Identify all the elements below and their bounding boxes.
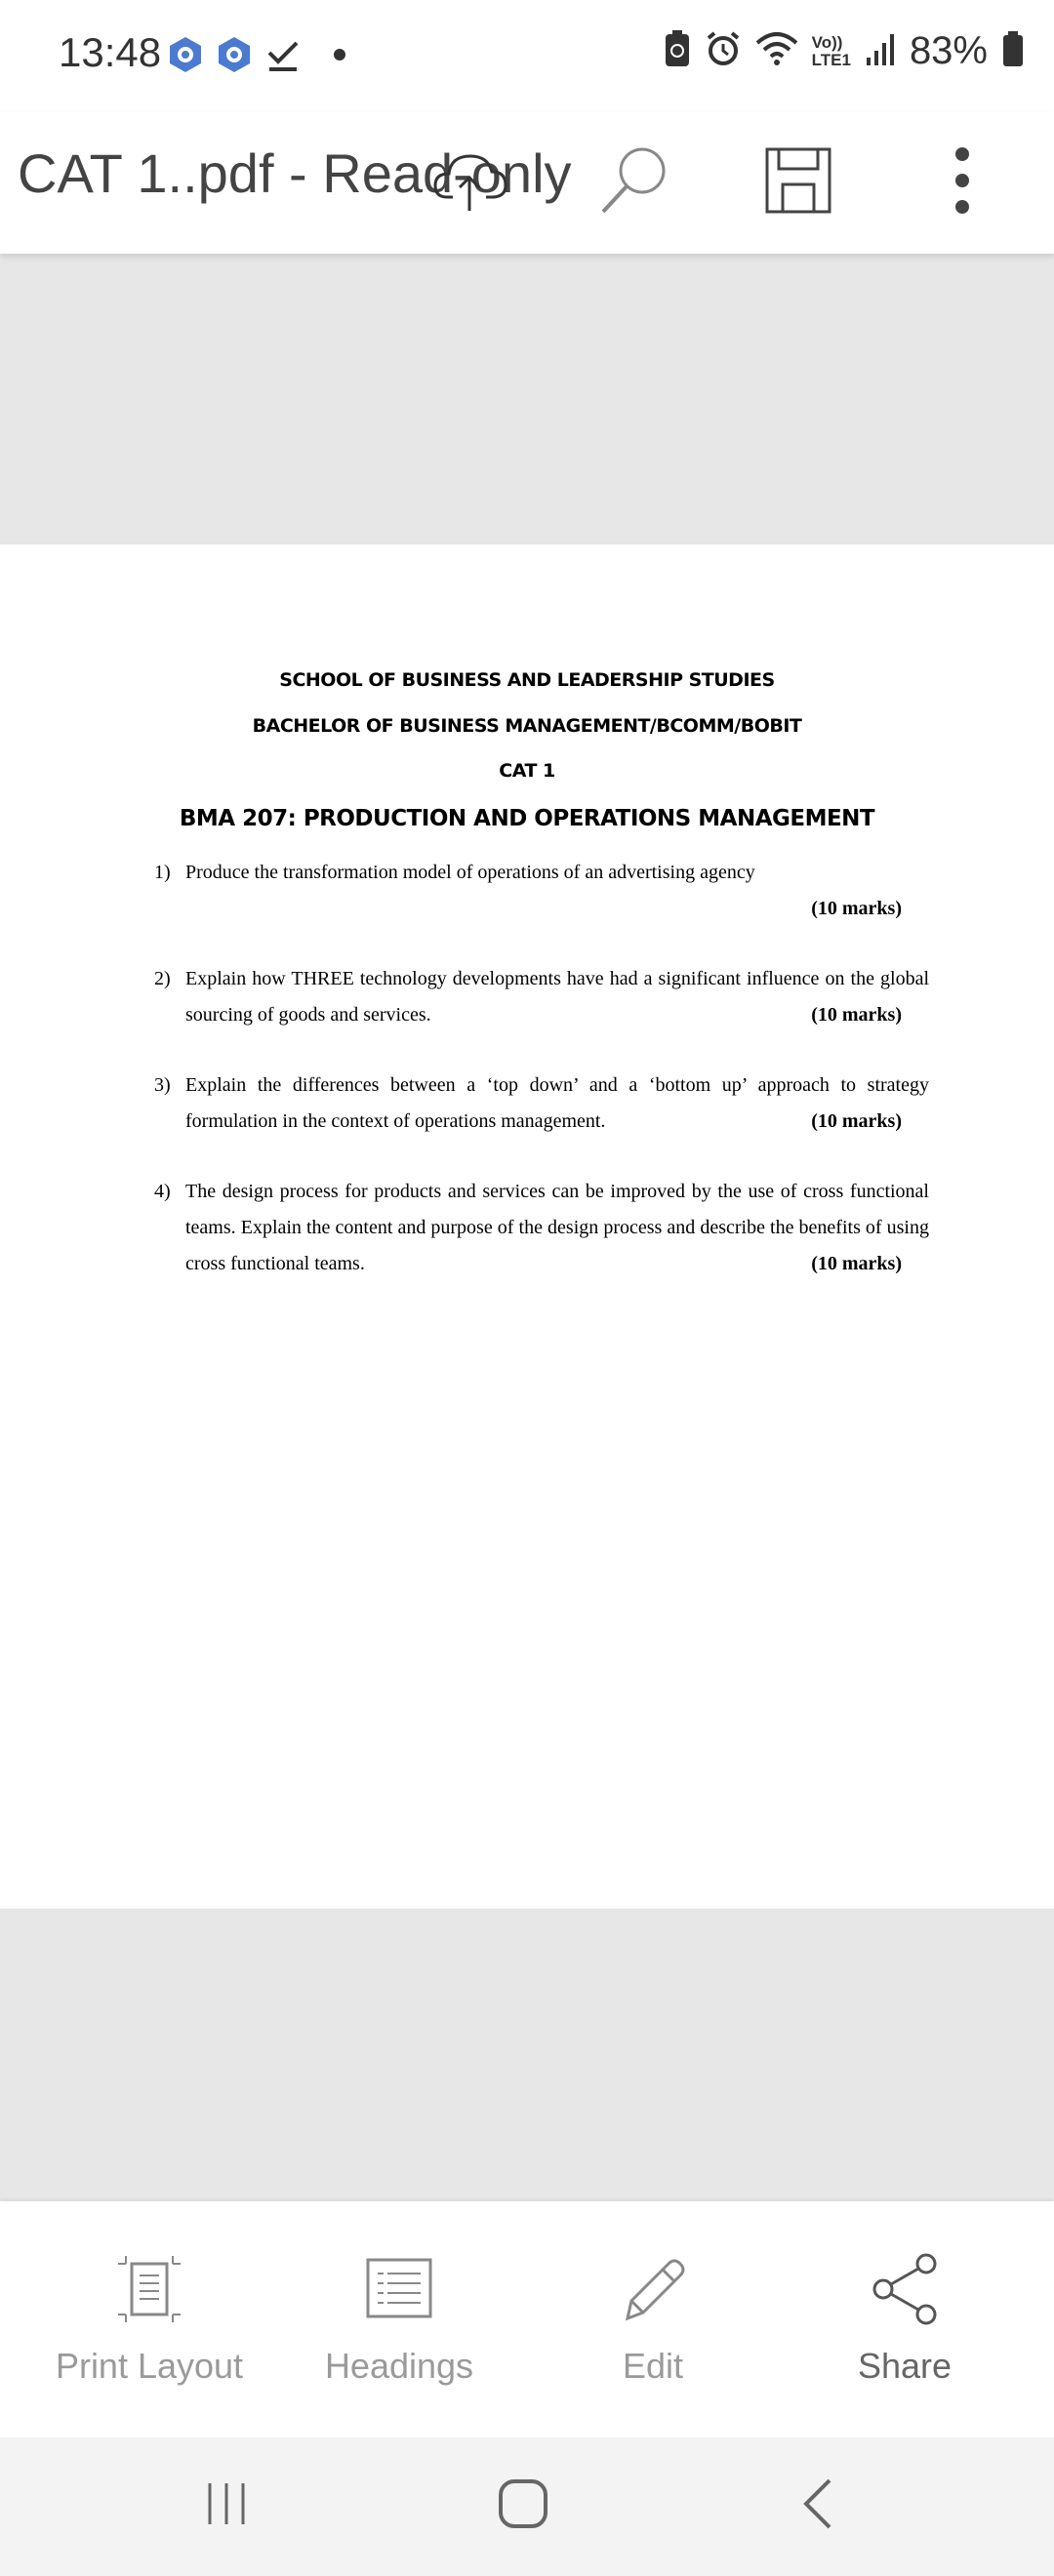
headings-label: Headings [324,2346,474,2386]
question-1 [154,855,929,919]
share-button[interactable] [773,2201,1036,2437]
network-type-label: Vo)) LTE1 [811,32,851,69]
edit-button[interactable] [521,2201,785,2437]
wifi-icon [755,31,798,71]
app-notification-icon [166,35,205,79]
question-text: The design process for products and services can be improved by the use of cross functional teams. Explain the content and purpose of the design process and describe the benefits of using cross functional teams. [185,1181,929,1274]
cloud-upload-button[interactable] [422,134,519,231]
checkmark-icon [264,35,303,79]
question-4 [154,1174,929,1282]
programme-heading: BACHELOR OF BUSINESS MANAGEMENT/BCOMM/BOBIT [252,715,802,737]
page-gutter-top [0,254,1054,544]
question-marks: (10 marks) [811,1253,902,1274]
search-icon [595,141,673,224]
status-bar [0,0,1054,112]
save-icon [763,145,833,221]
document-title: CAT 1..pdf - Read-only [18,142,572,204]
app-bar [0,112,1054,254]
back-button[interactable] [759,2467,876,2545]
signal-icon [865,32,896,70]
exam-heading: CAT 1 [499,760,555,782]
cloud-upload-icon [431,146,509,220]
recent-apps-button[interactable] [168,2467,285,2545]
search-button[interactable] [586,134,683,231]
more-options-icon [953,146,972,220]
status-time: 13:48 [59,29,162,75]
battery-icon [1001,30,1025,72]
bottom-toolbar [0,2201,1054,2437]
headings-icon [267,2250,531,2328]
share-icon [773,2250,1036,2328]
page-gutter-bottom [0,1909,1054,2201]
dot-icon [332,47,347,67]
alarm-icon [705,30,742,72]
notification-icons [166,35,347,79]
battery-percent: 83% [909,29,988,72]
app-notification-icon [215,35,254,79]
back-icon [798,2476,837,2536]
system-icons [664,29,1025,73]
recent-apps-icon [202,2479,251,2533]
edit-label: Edit [622,2346,684,2386]
question-number: 4) [154,1181,171,1202]
home-button[interactable] [465,2467,582,2545]
school-heading: SCHOOL OF BUSINESS AND LEADERSHIP STUDIES [279,669,775,691]
course-heading: BMA 207: PRODUCTION AND OPERATIONS MANAGEMENT [179,806,875,831]
edit-pencil-icon [521,2250,785,2328]
document-page[interactable] [0,544,1054,1909]
save-button[interactable] [750,134,847,231]
question-number: 3) [154,1074,171,1096]
question-2 [154,961,929,1033]
headings-button[interactable] [267,2201,531,2437]
question-marks: (10 marks) [811,1110,902,1132]
question-marks: (10 marks) [811,1004,902,1026]
home-icon [497,2477,549,2535]
navigation-bar [0,2437,1054,2576]
question-number: 2) [154,968,171,989]
print-layout-label: Print Layout [55,2346,244,2386]
battery-saver-icon [664,29,691,73]
question-number: 1) [154,862,171,883]
question-3 [154,1067,929,1140]
more-options-button[interactable] [913,134,1011,231]
question-marks: (10 marks) [811,898,902,919]
question-text: Explain the differences between a ‘top down’ and a ‘bottom up’ approach to strategy formulation in the context of operations management. [185,1074,929,1132]
print-layout-icon [18,2250,281,2328]
question-text: Explain how THREE technology developments have had a significant influence on the global sourcing of goods and services. [185,968,929,1026]
share-label: Share [857,2346,953,2386]
question-text: Produce the transformation model of operations of an advertising agency [185,862,755,883]
print-layout-button[interactable] [18,2201,281,2437]
